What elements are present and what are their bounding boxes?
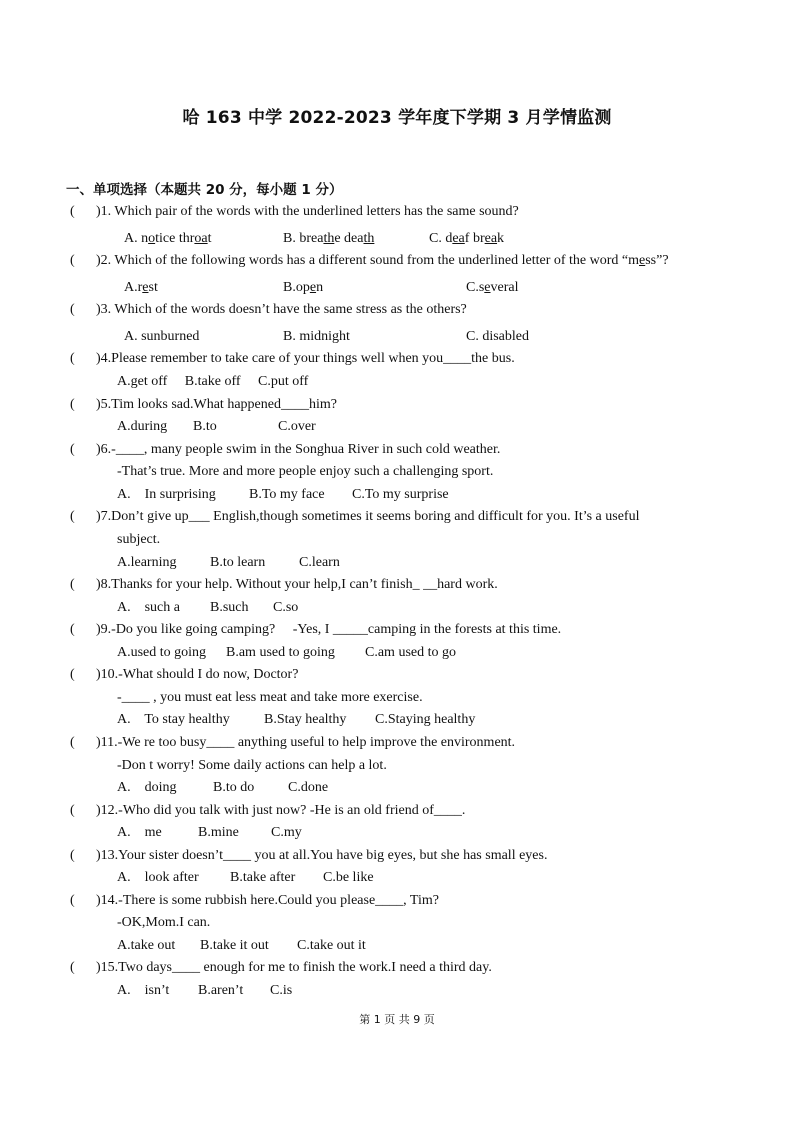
answer-bracket: ( xyxy=(70,577,75,592)
q8-option-a: A. such a xyxy=(117,600,180,615)
q13-option-b: B.take after xyxy=(230,870,296,885)
q12-option-c: C.my xyxy=(271,825,302,840)
question-15: )15.Two days____ enough for me to finish the work.I need a third day. xyxy=(96,960,492,975)
question-9: )9.-Do you like going camping? -Yes, I _____camping in the forests at this time. xyxy=(96,622,562,637)
answer-bracket: ( xyxy=(70,509,75,524)
answer-bracket: ( xyxy=(70,960,75,975)
question-4: )4.Please remember to take care of your things well when you____the bus. xyxy=(96,351,515,366)
page-title: 哈 163 中学 2022-2023 学年度下学期 3 月学情监测 xyxy=(182,108,612,128)
q5-option-c: C.over xyxy=(278,419,316,434)
answer-bracket: ( xyxy=(70,622,75,637)
q6-option-b: B.To my face xyxy=(249,487,325,502)
question-3: )3. Which of the words doesn’t have the same stress as the others? xyxy=(96,302,467,317)
q11-option-a: A. doing xyxy=(117,780,177,795)
q13-option-c: C.be like xyxy=(323,870,374,885)
q1-option-c: C. deaf break xyxy=(429,231,505,246)
q5-option-a: A.during xyxy=(117,419,168,434)
q9-option-a: A.used to going xyxy=(117,645,207,660)
q8-option-b: B.such xyxy=(210,600,249,615)
q9-option-b: B.am used to going xyxy=(226,645,335,660)
q12-option-b: B.mine xyxy=(198,825,239,840)
q2-option-c: C.several xyxy=(466,280,519,295)
question-13: )13.Your sister doesn’t____ you at all.You have big eyes, but she has small eyes. xyxy=(96,848,548,863)
q2-option-b: B.open xyxy=(283,280,324,295)
answer-bracket: ( xyxy=(70,667,75,682)
q11-option-c: C.done xyxy=(288,780,329,795)
q15-option-b: B.aren’t xyxy=(198,983,244,998)
question-7: )7.Don’t give up___ English,though sometimes it seems boring and difficult for you. It’s a useful xyxy=(96,509,640,524)
q10-option-a: A. To stay healthy xyxy=(117,712,230,727)
q15-option-c: C.is xyxy=(270,983,293,998)
question-7-continued: subject. xyxy=(117,532,161,547)
question-8: )8.Thanks for your help. Without your help,I can’t finish_ __hard work. xyxy=(96,577,498,592)
q12-option-a: A. me xyxy=(117,825,162,840)
q7-option-b: B.to learn xyxy=(210,555,266,570)
q9-option-c: C.am used to go xyxy=(365,645,456,660)
question-10: )10.-What should I do now, Doctor? xyxy=(96,667,299,682)
q14-option-a: A.take out xyxy=(117,938,176,953)
answer-bracket: ( xyxy=(70,397,75,412)
page-number: 第 1 页 共 9 页 xyxy=(359,1013,435,1026)
question-14: )14.-There is some rubbish here.Could you please____, Tim? xyxy=(96,893,439,908)
q10-option-c: C.Staying healthy xyxy=(375,712,476,727)
answer-bracket: ( xyxy=(70,735,75,750)
q3-option-c: C. disabled xyxy=(466,329,529,344)
q7-option-a: A.learning xyxy=(117,555,177,570)
q3-option-b: B. midnight xyxy=(283,329,350,344)
question-12: )12.-Who did you talk with just now? -He is an old friend of____. xyxy=(96,803,466,818)
question-6: )6.-____, many people swim in the Songhua River in such cold weather. xyxy=(96,442,501,457)
answer-bracket: ( xyxy=(70,803,75,818)
question-10-reply: -____ , you must eat less meat and take more exercise. xyxy=(117,690,423,705)
q4-options: A.get off B.take off C.put off xyxy=(117,374,309,389)
q5-option-b: B.to xyxy=(193,419,217,434)
question-1: )1. Which pair of the words with the underlined letters has the same sound? xyxy=(96,204,519,219)
question-11: )11.-We re too busy____ anything useful to help improve the environment. xyxy=(96,735,516,750)
q1-option-b: B. breathe death xyxy=(283,231,375,246)
answer-bracket: ( xyxy=(70,351,75,366)
question-6-reply: -That’s true. More and more people enjoy such a challenging sport. xyxy=(117,464,494,479)
answer-bracket: ( xyxy=(70,893,75,908)
answer-bracket: ( xyxy=(70,442,75,457)
q7-option-c: C.learn xyxy=(299,555,340,570)
q8-option-c: C.so xyxy=(273,600,299,615)
q6-option-a: A. In surprising xyxy=(117,487,216,502)
answer-bracket: ( xyxy=(70,302,75,317)
q13-option-a: A. look after xyxy=(117,870,199,885)
q14-option-c: C.take out it xyxy=(297,938,366,953)
question-11-reply: -Don t worry! Some daily actions can help a lot. xyxy=(117,758,387,773)
q1-option-a: A. notice throat xyxy=(124,231,212,246)
q3-option-a: A. sunburned xyxy=(124,329,200,344)
question-14-reply: -OK,Mom.I can. xyxy=(117,915,211,930)
question-5: )5.Tim looks sad.What happened____him? xyxy=(96,397,337,412)
q2-option-a: A.rest xyxy=(124,280,158,295)
answer-bracket: ( xyxy=(70,848,75,863)
answer-bracket: ( xyxy=(70,204,75,219)
question-2: )2. Which of the following words has a different sound from the underlined letter of the word “mess”? xyxy=(96,253,669,268)
q15-option-a: A. isn’t xyxy=(117,983,170,998)
q14-option-b: B.take it out xyxy=(200,938,269,953)
q6-option-c: C.To my surprise xyxy=(352,487,449,502)
answer-bracket: ( xyxy=(70,253,75,268)
section-heading: 一、单项选择（本题共 20 分，每小题 1 分） xyxy=(66,182,343,198)
q10-option-b: B.Stay healthy xyxy=(264,712,347,727)
q11-option-b: B.to do xyxy=(213,780,255,795)
